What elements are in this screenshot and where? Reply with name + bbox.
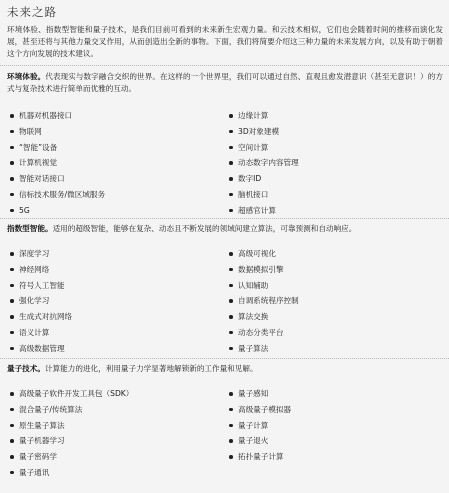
list-item: 超感官计算	[226, 203, 299, 219]
page-title: 未来之路	[7, 5, 57, 19]
list-item: 符号人工智能	[7, 278, 72, 294]
list-item: 5G	[7, 203, 105, 219]
list-item: 语义计算	[7, 325, 72, 341]
list-item: 量子机器学习	[7, 433, 133, 449]
list-item: 物联网	[7, 124, 105, 140]
list-item: 深度学习	[7, 246, 72, 262]
list-item: 生成式对抗网络	[7, 309, 72, 325]
list-item: 量子通讯	[7, 465, 133, 481]
list-item: 原生量子算法	[7, 418, 133, 434]
divider	[0, 218, 449, 220]
section-exponential-text: 适用的超级智能，能够在复杂、动态且不断发展的领域间建立算法，可靠预测和自动响应。	[52, 224, 357, 233]
list-item: 高级量子模拟器	[226, 402, 291, 418]
list-item: 动态数字内容管理	[226, 155, 299, 171]
section-ambient-heading: 环境体验。	[7, 72, 46, 81]
list-item: 神经网络	[7, 262, 72, 278]
list-item: 数据模拟引擎	[226, 262, 299, 278]
exponential-list-right	[226, 246, 299, 357]
list-item: 量子计算	[226, 418, 291, 434]
list-item: “智能”设备	[7, 140, 105, 156]
list-item: 高级可视化	[226, 246, 299, 262]
list-item: 动态分类平台	[226, 325, 299, 341]
section-exponential-heading: 指数型智能。	[7, 224, 53, 233]
list-item: 认知辅助	[226, 278, 299, 294]
list-item: 强化学习	[7, 293, 72, 309]
list-item: 机器对机器接口	[7, 108, 105, 124]
list-item: 高级数据管理	[7, 341, 72, 357]
list-item: 混合量子/传统算法	[7, 402, 133, 418]
section-exponential-desc	[7, 223, 443, 235]
list-item: 量子密码学	[7, 449, 133, 465]
section-quantum-text: 计算能力的进化，利用量子力学显著地解锁新的工作量和见解。	[44, 364, 258, 373]
list-item: 3D对象建模	[226, 124, 299, 140]
list-item: 量子退火	[226, 433, 291, 449]
ambient-list-right	[226, 108, 299, 219]
list-item: 空间计算	[226, 140, 299, 156]
section-ambient-desc	[7, 71, 443, 95]
list-item: 脑机接口	[226, 187, 299, 203]
list-item: 智能对话接口	[7, 171, 105, 187]
list-item: 算法交换	[226, 309, 299, 325]
list-item: 高级量子软件开发工具包（SDK）	[7, 386, 133, 402]
section-quantum-heading: 量子技术。	[7, 364, 45, 373]
list-item: 数字ID	[226, 171, 299, 187]
section-ambient-text: 代表现实与数字融合交织的世界。在这样的一个世界里，我们可以通过自然、直观且愈发潜意识（甚至无意识！）的方式与复杂技术进行简单而优雅的互动。	[7, 72, 443, 94]
intro-paragraph: 环境体验、指数型智能和量子技术，是我们目前可看到的未来新生宏观力量。和云技术相似，它们也会随着时间的推移而演化发展，甚至还将与其他力量交叉作用，从而创造出全新的事物。下面，我们将简要介绍这三种力量的未来发展方向，以及有助于朝着这个方向发展的技术建议。	[7, 25, 443, 59]
divider	[0, 358, 449, 360]
list-item: 计算机视觉	[7, 155, 105, 171]
list-item: 量子感知	[226, 386, 291, 402]
exponential-list-left	[7, 246, 72, 357]
divider	[0, 65, 449, 67]
ambient-list-left	[7, 108, 105, 219]
list-item: 信标技术服务/微区域服务	[7, 187, 105, 203]
section-quantum-desc	[7, 363, 443, 375]
list-item: 边缘计算	[226, 108, 299, 124]
list-item: 拓扑量子计算	[226, 449, 291, 465]
quantum-list-right	[226, 386, 291, 465]
quantum-list-left	[7, 386, 133, 481]
list-item: 量子算法	[226, 341, 299, 357]
list-item: 自调系统程序控制	[226, 293, 299, 309]
